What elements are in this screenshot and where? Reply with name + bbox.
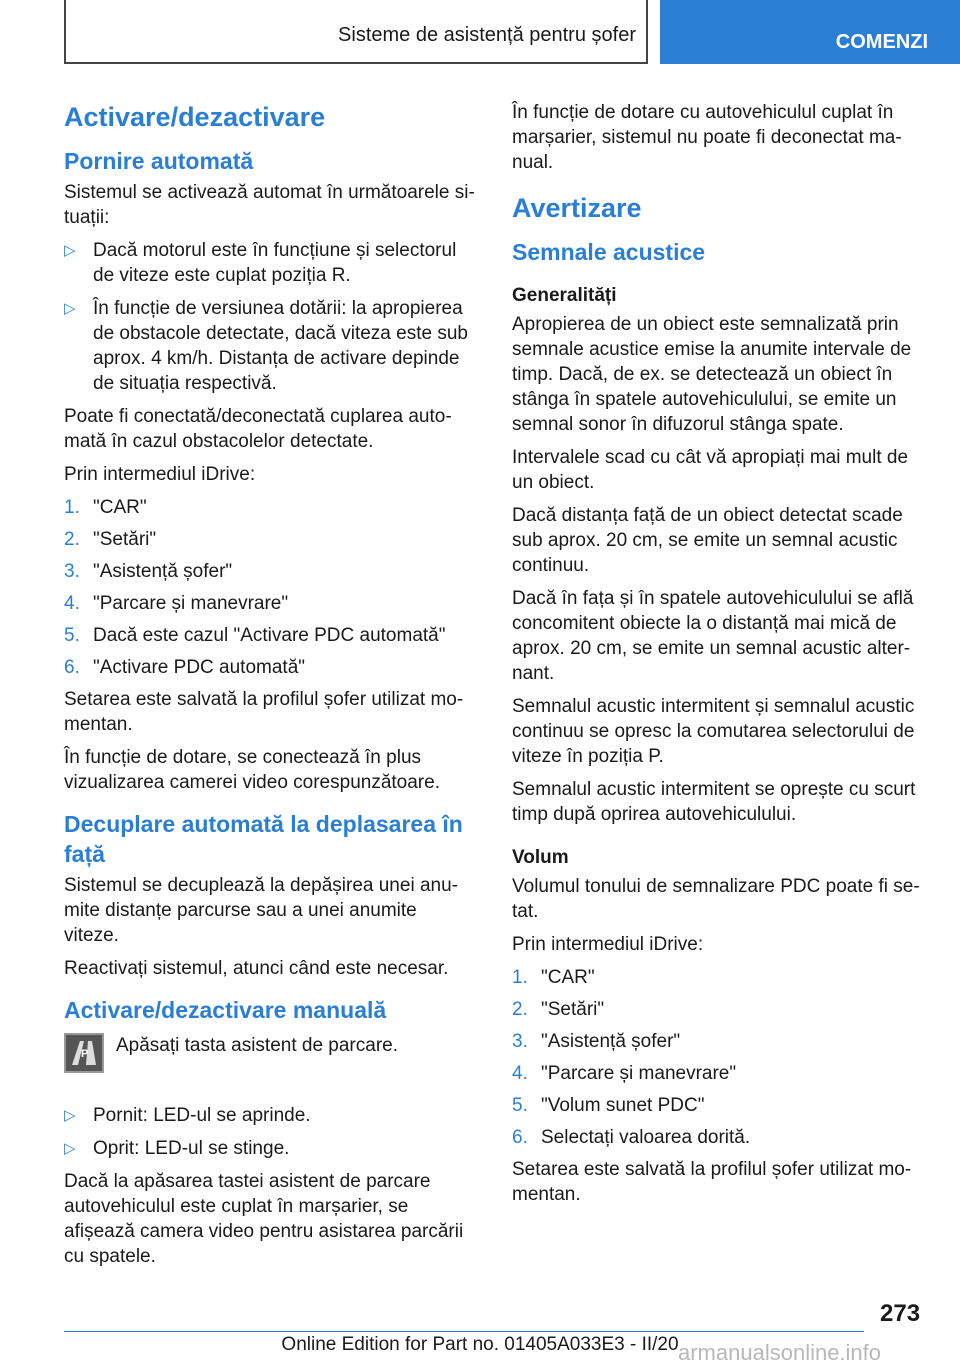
list-item: 5. Dacă este cazul "Activare PDC automată" (64, 625, 446, 646)
paragraph: Semnalul acustic intermitent și semnalul acustic continuu se opresc la comutarea selectorului de viteze în poziția P. (512, 696, 915, 767)
svg-text:P: P (81, 1048, 89, 1060)
paragraph: Semnalul acustic intermitent se oprește cu scurt timp după oprirea autovehiculului. (512, 779, 916, 825)
paragraph: Sistemul se decuplează la depășirea unei anumite distanțe parcurse sau a unei anumite viteze. (64, 875, 458, 946)
triangle-bullet-icon: ▷ (64, 1107, 76, 1124)
paragraph: Setarea este salvată la profilul șofer utilizat momentan. (512, 1159, 912, 1205)
list-item: 6. Selectați valoarea dorită. (512, 1127, 751, 1148)
list-item: 4. "Parcare și manevrare" (512, 1063, 737, 1084)
paragraph: Volumul tonului de semnalizare PDC poate fi setat. (512, 876, 920, 922)
heading-activation: Activare/dezactivare (64, 102, 326, 132)
subheading-volume: Volum (512, 847, 569, 868)
page-number: 273 (880, 1300, 921, 1327)
bullet-item: ▷ Oprit: LED-ul se stinge. (64, 1138, 290, 1159)
footer-edition: Online Edition for Part no. 01405A033E3 - II/20 (281, 1334, 679, 1355)
list-item: 3. "Asistență șofer" (64, 561, 233, 582)
tab-comenzi[interactable]: COMENZI (660, 0, 960, 64)
paragraph: Apropierea de un obiect este semnalizată prin semnale acustice emise la anumite intervale de timp. Dacă, de ex. se detectează un obiect în stânga în spatele autovehiculului, se emite un semnal sonor în difuzorul stânga spate. (512, 314, 912, 435)
list-item: 2. "Setări" (64, 529, 157, 550)
paragraph: Poate fi conectată/deconectată cuplarea automată în cazul obstacolelor detectate. (64, 406, 452, 452)
paragraph: Sistemul se activează automat în următoarele situații: (64, 182, 475, 228)
triangle-bullet-icon: ▷ (64, 1140, 76, 1157)
icon-instruction: P Apăsați tasta asistent de parcare. (64, 1033, 476, 1089)
paragraph: Reactivați sistemul, atunci când este necesar. (64, 958, 449, 979)
paragraph: În funcție de dotare cu autovehiculul cuplat în marșarier, sistemul nu poate fi deconectat manual. (512, 102, 902, 173)
right-column (512, 100, 922, 1215)
list-item: 6. "Activare PDC automată" (64, 657, 306, 678)
triangle-bullet-icon: ▷ (64, 300, 76, 317)
heading-auto-off: Decuplare automată la deplasarea în față (64, 811, 463, 867)
list-item: 1. "CAR" (512, 967, 595, 988)
parking-assist-button-icon (64, 1033, 104, 1073)
list-item: 3. "Asistență șofer" (512, 1031, 681, 1052)
bullet-item: ▷ În funcție de versiunea dotării: la apropierea de obstacole detectate, dacă viteza este sub aprox. 4 km/h. Distanța de activare depinde de situația respectivă. (64, 298, 468, 394)
heading-auto-on: Pornire automată (64, 148, 254, 174)
section-title: Sisteme de asistență pentru șofer (338, 24, 636, 46)
left-column (64, 100, 476, 1277)
heading-acoustic: Semnale acustice (512, 239, 706, 265)
list-item: 2. "Setări" (512, 999, 605, 1020)
paragraph: Intervalele scad cu cât vă apropiați mai mult de un obiect. (512, 447, 909, 493)
paragraph: Dacă la apăsarea tastei asistent de parcare autovehiculul este cuplat în marșarier, se afișează camera video pentru asistarea parcării cu spatele. (64, 1171, 464, 1267)
list-item: 5. "Volum sunet PDC" (512, 1095, 705, 1116)
heading-warning: Avertizare (512, 193, 642, 223)
subheading-general: Generalități (512, 285, 617, 306)
heading-manual: Activare/dezactivare manuală (64, 997, 387, 1023)
watermark: armanualsonline.info (678, 1340, 882, 1365)
paragraph: Prin intermediul iDrive: (512, 934, 704, 955)
list-item: 4. "Parcare și manevrare" (64, 593, 289, 614)
paragraph: În funcție de dotare, se conectează în plus vizualizarea camerei video corespunzătoare. (64, 747, 440, 793)
paragraph: Prin intermediul iDrive: (64, 464, 256, 485)
paragraph: Setarea este salvată la profilul șofer utilizat momentan. (64, 689, 464, 735)
bullet-item: ▷ Pornit: LED-ul se aprinde. (64, 1105, 311, 1126)
triangle-bullet-icon: ▷ (64, 242, 76, 259)
paragraph: Dacă distanța față de un obiect detectat scade sub aprox. 20 cm, se emite un semnal acustic continuu. (512, 505, 903, 576)
list-item: 1. "CAR" (64, 497, 147, 518)
paragraph: Dacă în fața și în spatele autovehiculului se află concomitent obiecte la o distanță mai mică de aprox. 20 cm, se emite un semnal acustic alternant. (512, 588, 914, 684)
footer-divider (64, 1331, 864, 1332)
bullet-item: ▷ Dacă motorul este în funcțiune și selectorul de viteze este cuplat poziția R. (64, 240, 457, 286)
